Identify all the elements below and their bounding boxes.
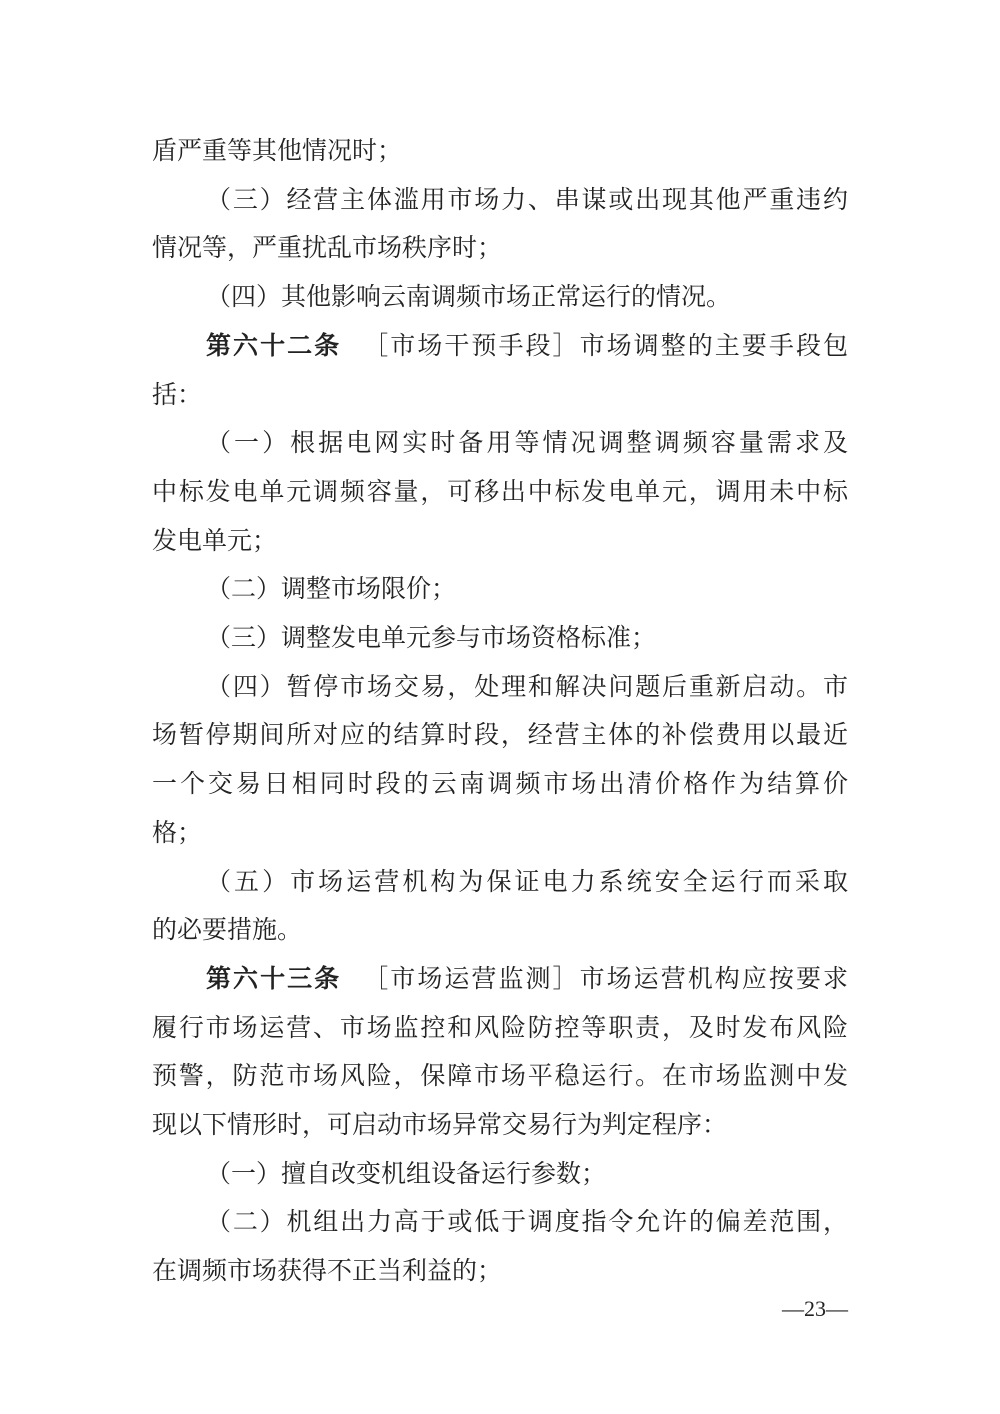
line-text: 现以下情形时，可启动市场异常交易行为判定程序： xyxy=(152,1110,728,1139)
line-text: （二）机组出力高于或低于调度指令允许的偏差范围， xyxy=(206,1207,848,1237)
text-line xyxy=(152,380,848,410)
line-text: （三）经营主体滥用市场力、串谋或出现其他严重违约 xyxy=(206,184,848,214)
text-line xyxy=(152,915,848,945)
text-line xyxy=(206,428,848,458)
text-line xyxy=(206,623,848,653)
text-line xyxy=(152,1061,848,1091)
line-text: 格； xyxy=(152,817,203,847)
line-text: 盾严重等其他情况时； xyxy=(152,136,403,165)
line-text: 情况等，严重扰乱市场秩序时； xyxy=(152,233,503,263)
text-line xyxy=(206,282,848,312)
text-line xyxy=(206,867,848,897)
text-line xyxy=(206,1207,848,1237)
line-text: 发电单元； xyxy=(152,525,278,555)
article-heading-line xyxy=(206,964,848,994)
text-line xyxy=(152,526,848,556)
line-text: （五）市场运营机构为保证电力系统安全运行而采取 xyxy=(206,866,848,896)
line-text: （四）其他影响云南调频市场正常运行的情况。 xyxy=(206,282,732,312)
text-line xyxy=(206,185,848,215)
line-text: 预警，防范市场风险，保障市场平稳运行。在市场监测中发 xyxy=(152,1061,848,1091)
article-number: 第六十二条 xyxy=(206,330,342,360)
line-text: 中标发电单元调频容量，可移出中标发电单元，调用未中标 xyxy=(152,476,848,506)
text-line xyxy=(206,574,848,604)
line-text: （二）调整市场限价； xyxy=(206,574,457,604)
line-text: 的必要措施。 xyxy=(152,915,303,945)
line-text: 场暂停期间所对应的结算时段，经营主体的补偿费用以最近 xyxy=(152,720,848,750)
article-number: 第六十三条 xyxy=(206,963,342,993)
text-line xyxy=(152,477,848,507)
line-text: 括： xyxy=(152,379,203,409)
line-text: （三）调整发电单元参与市场资格标准； xyxy=(206,623,657,652)
text-line xyxy=(152,720,848,750)
line-text: 一个交易日相同时段的云南调频市场出清价格作为结算价 xyxy=(152,769,848,799)
article-heading-line xyxy=(206,331,848,361)
line-text: （四）暂停市场交易，处理和解决问题后重新启动。市 xyxy=(206,671,848,701)
line-text: ［市场运营监测］市场运营机构应按要求 xyxy=(363,963,848,993)
line-text: ［市场干预手段］市场调整的主要手段包 xyxy=(363,330,848,360)
text-line xyxy=(152,769,848,799)
text-line xyxy=(152,136,848,166)
text-line xyxy=(152,1013,848,1043)
line-text: 在调频市场获得不正当利益的； xyxy=(152,1256,503,1286)
text-line xyxy=(152,818,848,848)
text-line xyxy=(152,1256,848,1286)
text-line xyxy=(206,672,848,702)
text-line xyxy=(152,233,848,263)
line-text: （一）根据电网实时备用等情况调整调频容量需求及 xyxy=(206,428,848,458)
text-line xyxy=(206,1159,848,1189)
line-text: 履行市场运营、市场监控和风险防控等职责，及时发布风险 xyxy=(152,1012,848,1042)
text-line xyxy=(152,1110,848,1140)
line-text: （一）擅自改变机组设备运行参数； xyxy=(206,1158,607,1188)
page-number: —23— xyxy=(782,1296,848,1321)
